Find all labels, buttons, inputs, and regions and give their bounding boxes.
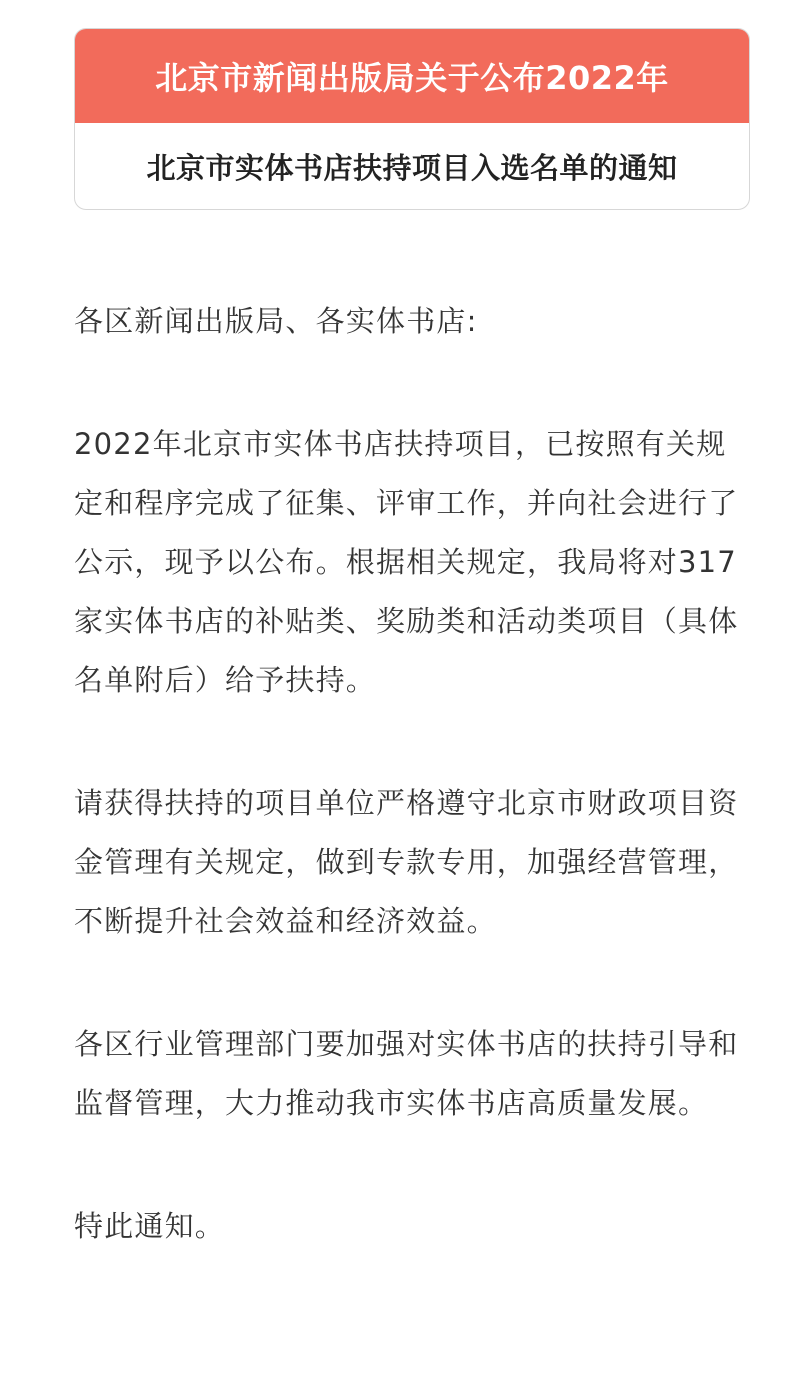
notice-title-line1: 北京市新闻出版局关于公布2022年 [75, 29, 749, 123]
paragraph-district-guidance: 各区行业管理部门要加强对实体书店的扶持引导和监督管理，大力推动我市实体书店高质量发展。 [74, 1027, 739, 1120]
paragraph-fund-management: 请获得扶持的项目单位严格遵守北京市财政项目资金管理有关规定，做到专款专用，加强经营管理，不断提升社会效益和经济效益。 [74, 786, 739, 938]
notice-title-card [74, 28, 750, 210]
notice-body [74, 292, 750, 1256]
salutation: 各区新闻出版局、各实体书店: [74, 304, 478, 338]
closing-text: 特此通知。 [74, 1209, 226, 1243]
paragraph-announcement: 2022年北京市实体书店扶持项目，已按照有关规定和程序完成了征集、评审工作，并向社会进行了公示，现予以公布。根据相关规定，我局将对317家实体书店的补贴类、奖励类和活动类项目（具体名单附后）给予扶持。 [74, 427, 739, 697]
notice-title-line2: 北京市实体书店扶持项目入选名单的通知 [146, 150, 678, 185]
